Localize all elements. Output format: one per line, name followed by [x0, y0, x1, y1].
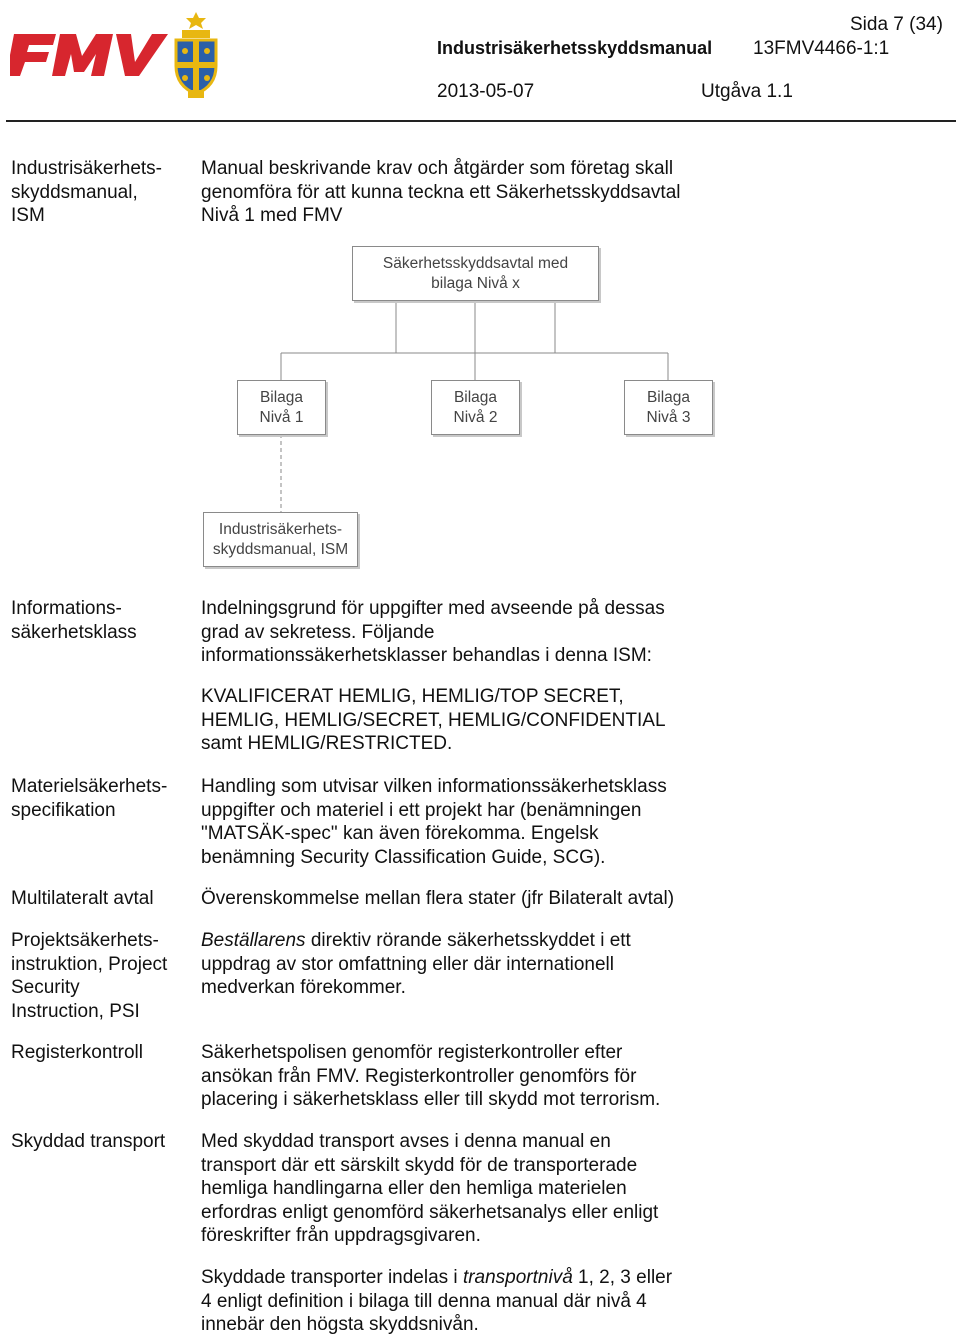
definition-materielsakerhetsspecifikation [201, 775, 741, 869]
term-line: säkerhetsklass [11, 621, 137, 643]
definition-line: Säkerhetspolisen genomför registerkontroller efter [201, 1042, 623, 1063]
italic-term: transportnivå [462, 1267, 573, 1288]
definition-multilateralt-avtal [201, 887, 741, 911]
box-line: bilaga Nivå x [431, 274, 520, 292]
diagram-box-ism [203, 512, 358, 567]
term-line: Skyddad transport [11, 1131, 166, 1152]
box-line: Nivå 3 [646, 408, 691, 426]
definition-line [201, 929, 741, 953]
definition-text: 1, 2, 3 eller [572, 1267, 673, 1288]
term-line: Industrisäkerhets- [11, 158, 163, 179]
definition-classification-list [201, 685, 741, 756]
document-number: 13FMV4466-1:1 [753, 38, 890, 59]
term-line: specifikation [11, 799, 116, 821]
definition-line: innebär den högsta skyddsnivån. [201, 1314, 479, 1335]
fmv-logo-graphic [10, 4, 232, 100]
definition-line: informationssäkerhetsklasser behandlas i denna ISM: [201, 645, 652, 666]
term-line: instruktion, Project [11, 953, 168, 975]
definition-line: ansökan från FMV. Registerkontroller genomförs för [201, 1065, 637, 1087]
definition-text: direktiv rörande säkerhetsskyddet i ett [305, 930, 631, 951]
term-line: Instruction, PSI [11, 1000, 140, 1022]
term-line: Security [11, 977, 80, 998]
term-skyddad-transport [11, 1130, 189, 1154]
term-line: Registerkontroll [11, 1042, 143, 1063]
page-number: Sida 7 (34) [850, 14, 943, 35]
definition-line: 4 enligt definition i bilaga till denna manual där nivå 4 [201, 1290, 647, 1312]
term-line: skyddsmanual, [11, 181, 138, 203]
definition-line: erfordras enligt genomförd säkerhetsanalys eller enligt [201, 1201, 659, 1223]
term-line: Materielsäkerhets- [11, 776, 168, 797]
definition-line: transport där ett särskilt skydd för de transporterade [201, 1154, 638, 1176]
definition-skyddad-transport [201, 1130, 741, 1248]
box-line: Industrisäkerhets- [218, 520, 343, 538]
box-line: Bilaga [453, 388, 498, 406]
definition-line: Överenskommelse mellan flera stater (jfr Bilateralt avtal) [201, 888, 675, 909]
diagram-box-security-agreement [352, 246, 599, 301]
term-registerkontroll [11, 1041, 189, 1065]
term-projektsakerhetsinstruktion [11, 929, 189, 1023]
box-line: Säkerhetsskyddsavtal med [382, 254, 569, 272]
definition-projektsakerhetsinstruktion [201, 929, 741, 1000]
definition-line: genomföra för att kunna teckna ett Säkerhetsskyddsavtal [201, 181, 681, 203]
box-line: Bilaga [646, 388, 691, 406]
diagram-box-level-2 [431, 380, 520, 435]
box-line: skyddsmanual, ISM [212, 540, 349, 558]
definition-line: Manual beskrivande krav och åtgärder som företag skall [201, 158, 674, 179]
definition-line: placering i säkerhetsklass eller till skydd mot terrorism. [201, 1089, 661, 1110]
term-ism [11, 157, 189, 228]
definition-line: uppgifter och materiel i ett projekt har (benämningen [201, 799, 642, 821]
diagram-box-level-3 [624, 380, 713, 435]
definition-transport-levels [201, 1266, 741, 1337]
definition-text: Skyddade transporter indelas i [201, 1267, 463, 1288]
definition-line: "MATSÄK-spec" kan även förekomma. Engelsk [201, 823, 599, 844]
definition-line: samt HEMLIG/RESTRICTED. [201, 733, 453, 754]
term-materielsakerhetsspecifikation [11, 775, 189, 822]
definition-line [201, 1266, 741, 1290]
document-edition: Utgåva 1.1 [701, 81, 793, 102]
definition-line: HEMLIG, HEMLIG/SECRET, HEMLIG/CONFIDENTIAL [201, 709, 666, 731]
diagram-box-level-1 [237, 380, 326, 435]
definition-line: uppdrag av stor omfattning eller där internationell [201, 953, 614, 975]
term-line: ISM [11, 205, 45, 226]
italic-term: Beställarens [201, 930, 306, 951]
definition-line: KVALIFICERAT HEMLIG, HEMLIG/TOP SECRET, [201, 686, 624, 707]
box-line: Nivå 1 [259, 408, 304, 426]
definition-informationssakerhetsklass [201, 597, 741, 668]
definition-line: Indelningsgrund för uppgifter med avseende på dessas [201, 598, 665, 619]
definition-line: föreskrifter från uppdragsgivaren. [201, 1225, 481, 1246]
definition-line: grad av sekretess. Följande [201, 621, 435, 643]
definition-registerkontroll [201, 1041, 741, 1112]
definition-line: Med skyddad transport avses i denna manual en [201, 1131, 611, 1152]
term-line: Multilateralt avtal [11, 888, 154, 909]
document-date: 2013-05-07 [437, 81, 535, 102]
box-line: Nivå 2 [453, 408, 498, 426]
term-multilateralt-avtal [11, 887, 189, 911]
term-line: Informations- [11, 598, 122, 619]
definition-line: benämning Security Classification Guide, SCG). [201, 846, 606, 868]
fmv-logo [10, 4, 232, 100]
definition-line: Handling som utvisar vilken informationssäkerhetsklass [201, 776, 667, 797]
term-line: Projektsäkerhets- [11, 930, 159, 951]
term-informationssakerhetsklass [11, 597, 189, 644]
definition-line: medverkan förekommer. [201, 977, 406, 998]
definition-ism [201, 157, 741, 228]
header-divider [6, 120, 956, 122]
box-line: Bilaga [259, 388, 304, 406]
definition-line: hemliga handlingarna eller den hemliga materielen [201, 1178, 627, 1199]
definition-line: Nivå 1 med FMV [201, 205, 343, 226]
document-title: Industrisäkerhetsskyddsmanual [437, 38, 713, 58]
